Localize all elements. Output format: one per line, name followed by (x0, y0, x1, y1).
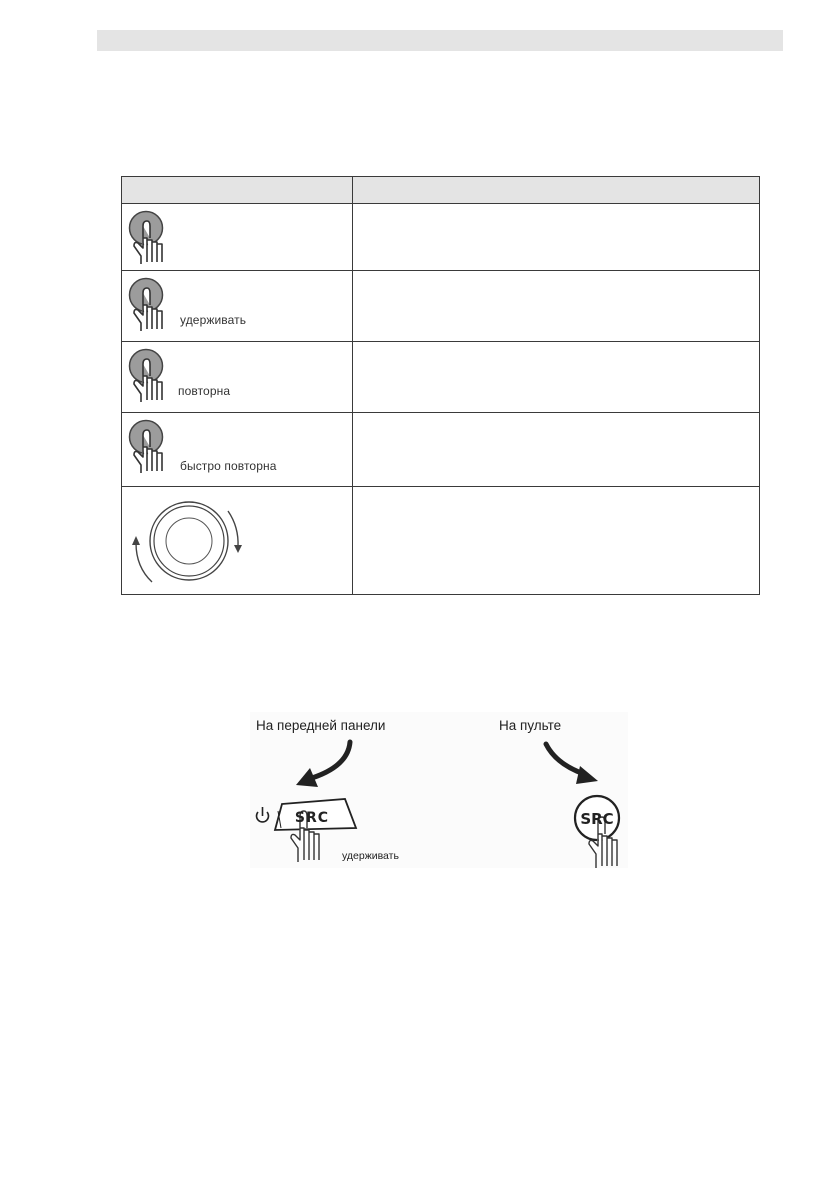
icon-cell (122, 487, 353, 595)
description-cell (353, 413, 760, 487)
table-header-icon-col (122, 177, 353, 204)
rotary-knob-icon (128, 491, 258, 591)
table-header-row (122, 177, 760, 204)
front-panel-arrow (312, 742, 350, 778)
table-row (122, 204, 760, 271)
remote-arrow (546, 744, 584, 774)
repeat-label: повторна (178, 384, 231, 398)
table-row (122, 342, 760, 413)
front-hold-label: удерживать (342, 850, 399, 862)
table-row (122, 487, 760, 595)
icon-cell (122, 271, 353, 342)
icon-cell (122, 204, 353, 271)
table-header-description-col (353, 177, 760, 204)
table-row (122, 271, 760, 342)
figure-graphics (250, 712, 628, 868)
table-row (122, 413, 760, 487)
fast-repeat-label: быстро повторна (180, 459, 277, 473)
press-hold-icon (126, 275, 176, 335)
front-src-label: SRC (294, 810, 330, 826)
description-cell (353, 342, 760, 413)
icon-cell (122, 342, 353, 413)
header-band (97, 30, 783, 51)
icon-cell (122, 413, 353, 487)
power-on-figure (250, 712, 628, 868)
press-fast-repeat-icon (126, 417, 176, 477)
description-cell (353, 487, 760, 595)
description-cell (353, 204, 760, 271)
press-icon (126, 208, 176, 268)
clockwise-arrowhead (234, 545, 242, 553)
power-icon (257, 807, 269, 822)
remote-src-label: SRC (580, 810, 614, 828)
counterclockwise-arrowhead (132, 536, 140, 545)
remote-arrowhead (576, 766, 598, 784)
description-cell (353, 271, 760, 342)
hold-label: удерживать (180, 313, 247, 327)
remote-caption: На пульте (499, 718, 562, 733)
press-repeat-icon (126, 346, 176, 406)
gesture-table (121, 176, 760, 595)
front-panel-caption: На передней панели (256, 718, 386, 733)
